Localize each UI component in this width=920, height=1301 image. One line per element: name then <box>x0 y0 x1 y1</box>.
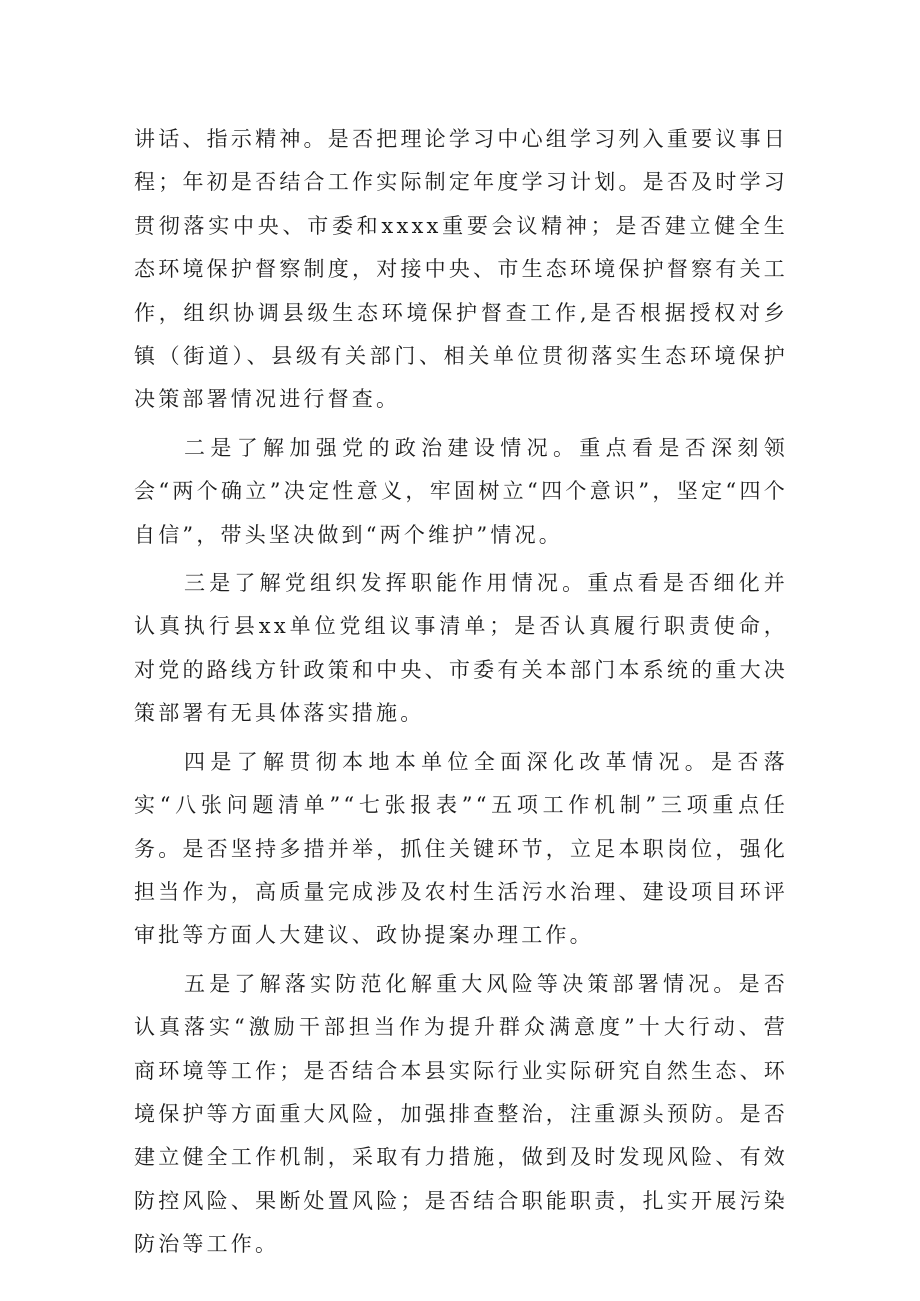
paragraph-risk-prevention: 五是了解落实防范化解重大风险等决策部署情况。是否认真落实“激励干部担当作为提升群众满意度”十大行动、营商环境等工作；是否结合本县实际行业实际研究自然生态、环境保护等方面重大风险，加强排查整治，注重源头预防。是否建立健全工作机制，采取有力措施，做到及时发现风险、有效防控风险、果断处置风险；是否结合职能职责，扎实开展污染防治等工作。 <box>134 971 788 1257</box>
document-body <box>134 118 788 1272</box>
paragraph-party-organization: 三是了解党组织发挥职能作用情况。重点看是否细化并认真执行县xx单位党组议事清单；是否认真履行职责使命，对党的路线方针政策和中央、市委有关本部门本系统的重大决策部署有无具体落实措施。 <box>134 571 788 726</box>
paragraph-deepening-reform: 四是了解贯彻本地本单位全面深化改革情况。是否落实“八张问题清单”“七张报表”“五项工作机制”三项重点任务。是否坚持多措并举，抓住关键环节，立足本职岗位，强化担当作为，高质量完成涉及农村生活污水治理、建设项目环评审批等方面人大建议、政协提案办理工作。 <box>134 749 788 948</box>
paragraph-political-building: 二是了解加强党的政治建设情况。重点看是否深刻领会“两个确立”决定性意义，牢固树立“四个意识”，坚定“四个自信”，带头坚决做到“两个维护”情况。 <box>134 435 788 547</box>
paragraph-continuation: 讲话、指示精神。是否把理论学习中心组学习列入重要议事日程；年初是否结合工作实际制定年度学习计划。是否及时学习贯彻落实中央、市委和xxxx重要会议精神；是否建立健全生态环境保护督察制度，对接中央、市生态环境保护督察有关工作，组织协调县级生态环境保护督查工作,是否根据授权对乡镇（街道）、县级有关部门、相关单位贯彻落实生态环境保护决策部署情况进行督查。 <box>134 127 788 412</box>
